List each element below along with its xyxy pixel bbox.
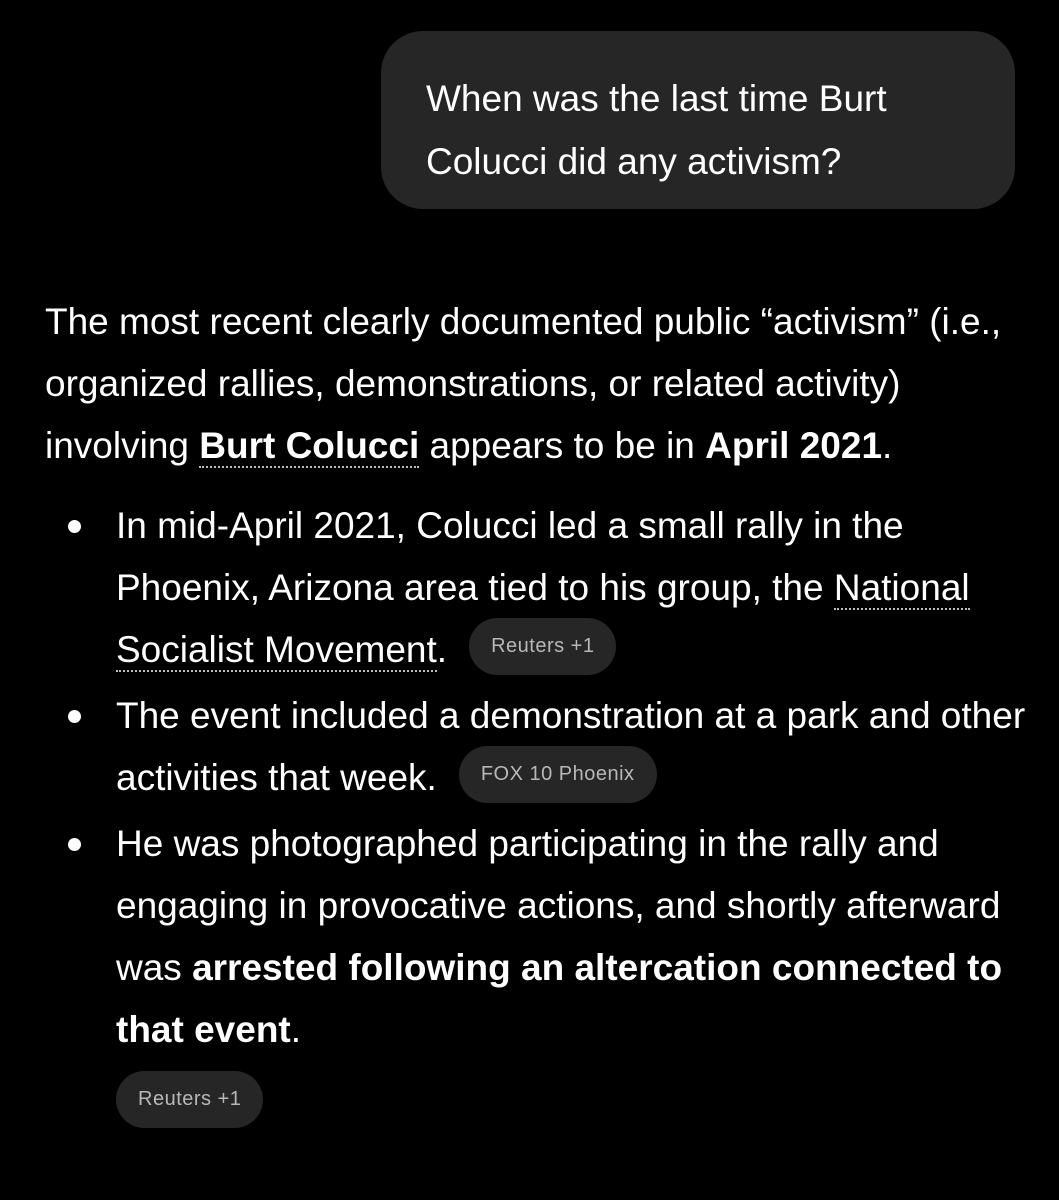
- bullet-bold-text: arrested following an altercation connected to that event: [116, 947, 1003, 1050]
- source-chip-button[interactable]: FOX 10 Phoenix: [459, 746, 657, 803]
- bullet-icon: [68, 710, 81, 723]
- bullet-text: He was photographed participating in the rally and engaging in provocative actions, and shortly afterward was: [116, 823, 1001, 988]
- list-item: [45, 685, 1035, 809]
- list-item: [45, 495, 1035, 681]
- intro-text-1: The most recent clearly documented public “activism” (i.e., organized rallies, demonstrations, or related activity) involving: [45, 301, 1002, 466]
- bullet-icon: [68, 520, 81, 533]
- entity-link-national-socialist-movement[interactable]: National Socialist Movement: [116, 567, 970, 670]
- assistant-response: [45, 291, 1035, 1132]
- bullet-list: [45, 495, 1035, 1128]
- bullet-text: In mid-April 2021, Colucci led a small rally in the Phoenix, Arizona area tied to his group, the: [116, 505, 904, 608]
- intro-date: April 2021: [705, 425, 883, 466]
- user-message-text: When was the last time Burt Colucci did any activism?: [426, 78, 887, 182]
- source-chip-button[interactable]: Reuters +1: [116, 1071, 263, 1128]
- bullet-text-end: .: [436, 629, 448, 670]
- source-chip-button[interactable]: Reuters +1: [469, 618, 616, 675]
- user-message-bubble: [381, 31, 1015, 209]
- intro-text-3: .: [882, 425, 893, 466]
- list-item: [45, 813, 1035, 1128]
- bullet-text-end: .: [290, 1009, 302, 1050]
- bullet-icon: [68, 838, 81, 851]
- bullet-text: The event included a demonstration at a park and other activities that week.: [116, 695, 1026, 798]
- entity-link-burt-colucci[interactable]: Burt Colucci: [199, 425, 420, 466]
- intro-text-2: appears to be in: [419, 425, 706, 466]
- response-intro: [45, 291, 1035, 477]
